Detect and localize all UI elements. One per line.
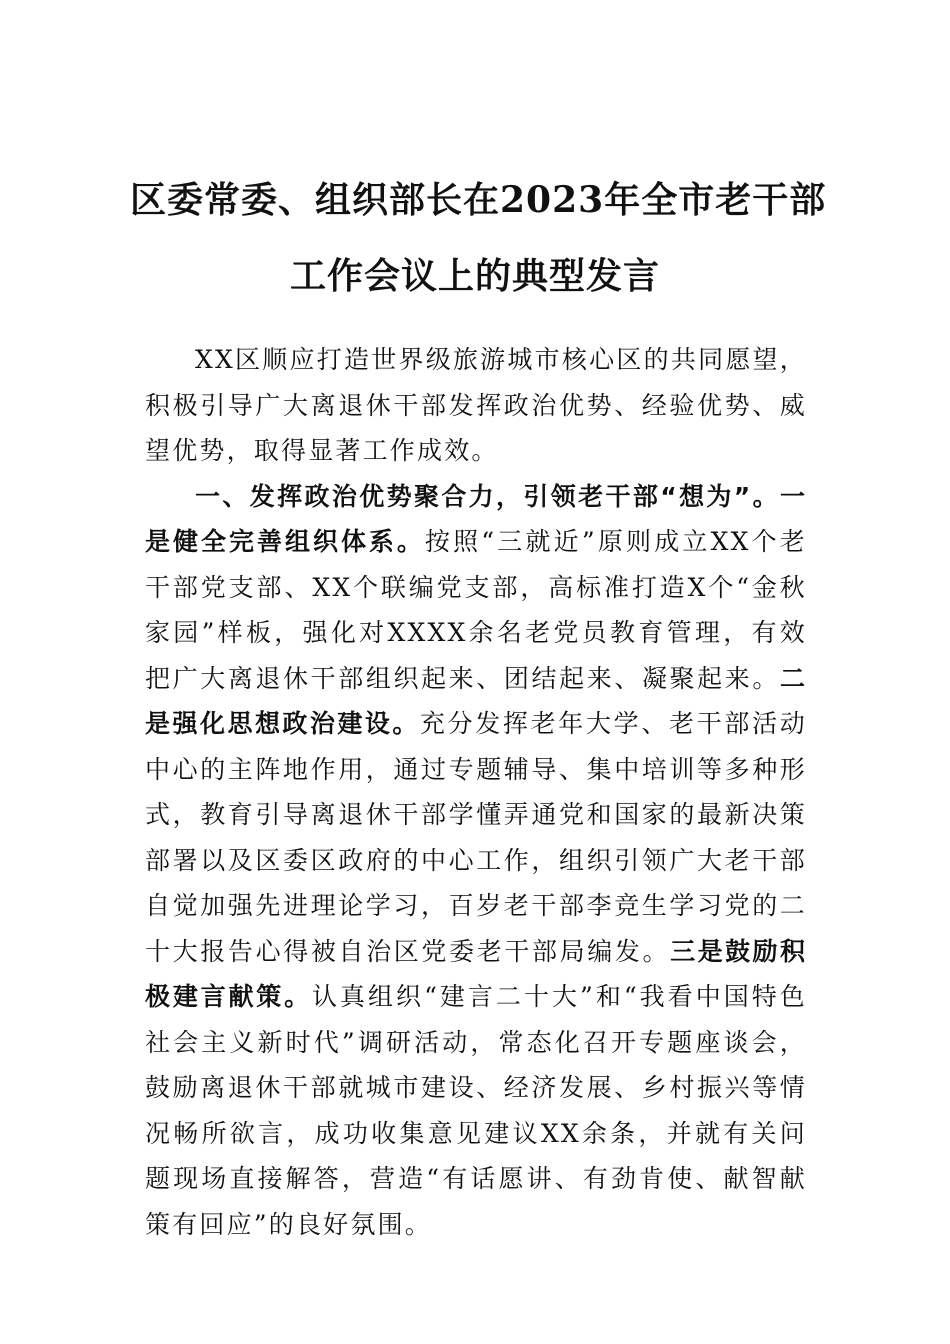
intro-paragraph: XX区顺应打造世界级旅游城市核心区的共同愿望，积极引导广大离退休干部发挥政治优势、经验优势、威望优势，取得显著工作成效。 bbox=[145, 345, 807, 465]
point-1-text: 按照“三就近”原则成立XX个老干部党支部、XX个联编党支部，高标准打造X个“金秋家园”样板，强化对XXXX余名老党员教育管理，有效把广大离退休干部组织起来、团结起来、凝聚起来。 bbox=[145, 527, 807, 693]
document-title bbox=[130, 162, 827, 314]
section-1-heading: 一、发挥政治优势聚合力，引领老干部“想为”。 bbox=[195, 481, 780, 511]
point-3-label: 三是鼓励积极建言献策。 bbox=[145, 936, 807, 1011]
point-1-label: 一是健全完善组织体系。 bbox=[145, 481, 807, 556]
point-2-text: 充分发挥老年大学、老干部活动中心的主阵地作用，通过专题辅导、集中培训等多种形式，教育引导离退休干部学懂弄通党和国家的最新决策部署以及区委区政府的中心工作，组织引领广大老干部自觉加强先进理论学习，百岁老干部李竞生学习党的二十大报告心得被自治区党委老干部局编发。 bbox=[145, 709, 807, 966]
title-line-1: 区委常委、组织部长在2023年全市老干部 bbox=[130, 179, 827, 221]
title-line-2: 工作会议上的典型发言 bbox=[289, 255, 660, 297]
point-3-text: 认真组织“建言二十大”和“我看中国特色社会主义新时代”调研活动，常态化召开专题座谈会，鼓励离退休干部就城市建设、经济发展、乡村振兴等情况畅所欲言，成功收集意见建议XX余条，并就有关问题现场直接解答，营造“有话愿讲、有劲肯使、献智献策有回应”的良好氛围。 bbox=[145, 982, 807, 1239]
point-2-label: 二是强化思想政治建设。 bbox=[145, 663, 807, 738]
section-1-paragraph bbox=[145, 474, 807, 1248]
document-body bbox=[145, 337, 807, 1247]
